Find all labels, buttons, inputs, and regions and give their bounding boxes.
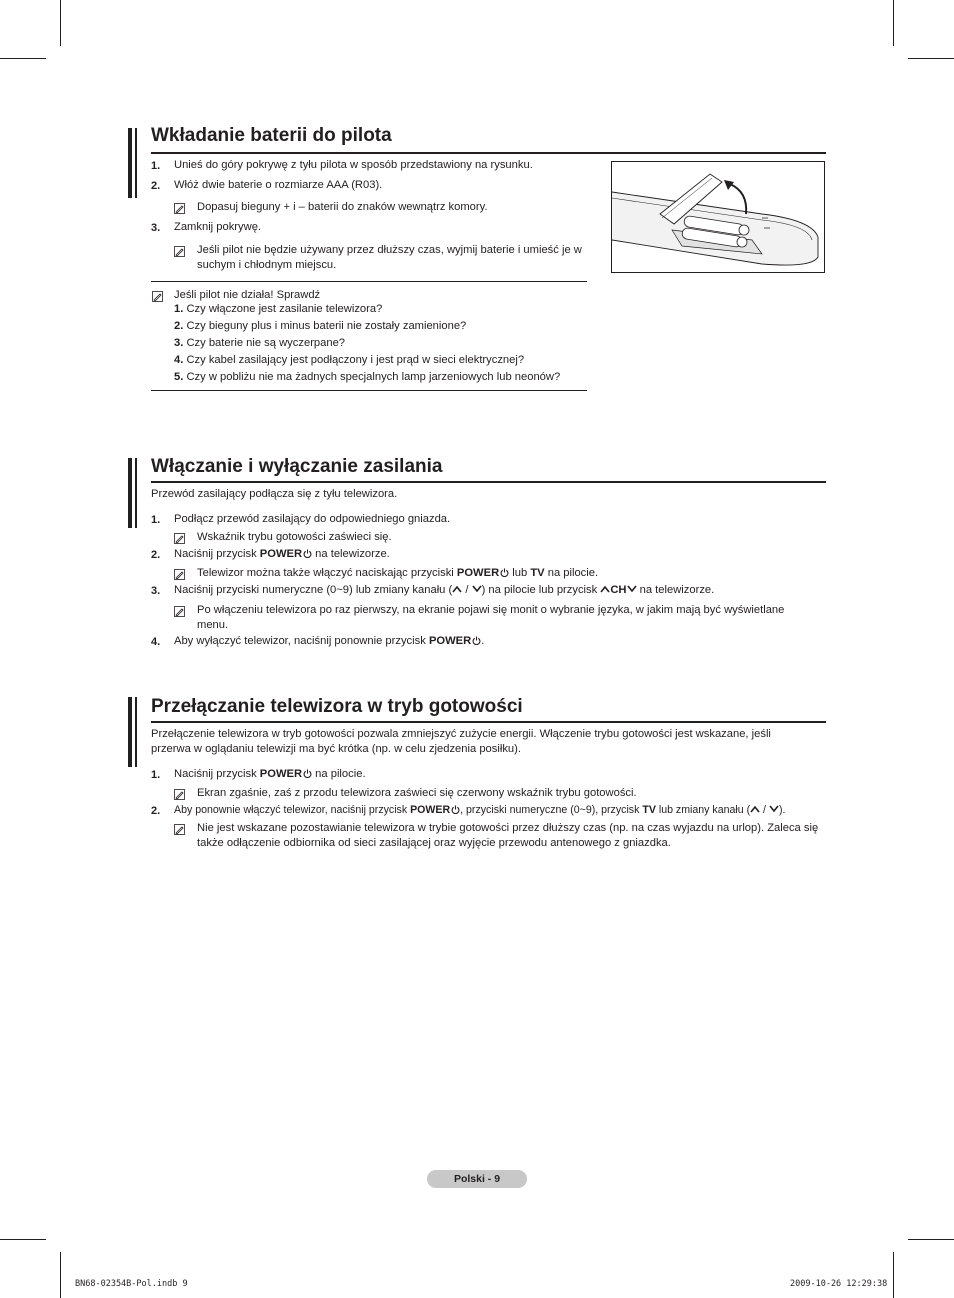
power-label: POWER xyxy=(456,567,500,579)
section-title: Włączanie i wyłączanie zasilania xyxy=(151,456,443,477)
step-text: Podłącz przewód zasilający do odpowiedniego gniazda. xyxy=(174,513,451,525)
section-marker xyxy=(135,128,137,198)
note-pencil-icon xyxy=(174,203,185,214)
text-fragment: ) na pilocie lub przycisk xyxy=(481,584,601,596)
section-marker xyxy=(128,458,132,528)
check-number: 1. xyxy=(174,303,184,315)
tv-label: TV xyxy=(530,567,545,579)
remote-drawing xyxy=(612,162,824,272)
text-fragment: ). xyxy=(778,804,786,816)
title-rule xyxy=(151,152,826,154)
box-rule xyxy=(151,281,587,282)
step-text xyxy=(174,634,484,649)
step-number: 1. xyxy=(151,514,161,526)
check-number: 4. xyxy=(174,354,184,366)
note-text xyxy=(197,566,598,581)
intro-text: Przełączenie telewizora w tryb gotowości pozwala zmniejszyć zużycie energii. Włączenie trybu gotowości jest wskazane, jeśli przerwa w oglądaniu telewizji ma być krótka (np. w celu zjedzenia posiłku). xyxy=(151,728,771,755)
chevron-down-icon xyxy=(627,585,637,593)
step-text xyxy=(174,767,366,782)
step-number: 2. xyxy=(151,805,161,817)
crop-mark xyxy=(0,58,46,59)
chevron-down-icon xyxy=(472,585,482,593)
chevron-up-icon xyxy=(750,805,760,813)
text-fragment: Telewizor można także włączyć naciskając przyciski xyxy=(197,567,457,579)
note-text: Dopasuj bieguny + i – baterii do znaków wewnątrz komory. xyxy=(197,201,488,213)
section-marker xyxy=(135,458,137,528)
text-fragment: lub xyxy=(509,567,531,579)
step-number: 1. xyxy=(151,769,161,781)
text-fragment: , przyciski numeryczne (0~9), przycisk xyxy=(460,804,643,816)
checklist-item xyxy=(174,370,560,385)
page-number-badge: Polski - 9 xyxy=(427,1170,527,1188)
checklist-item xyxy=(174,302,382,317)
power-label: POWER xyxy=(259,548,303,560)
text-fragment: / xyxy=(760,804,769,816)
note-pencil-icon xyxy=(174,569,185,580)
step-text xyxy=(174,583,714,598)
note-pencil-icon xyxy=(174,606,185,617)
power-label: POWER xyxy=(259,768,303,780)
text-fragment: na telewizorze. xyxy=(312,548,390,560)
step-number: 3. xyxy=(151,222,161,234)
note-pencil-icon xyxy=(174,824,185,835)
power-label: POWER xyxy=(428,635,472,647)
note-pencil-icon xyxy=(174,533,185,544)
crop-mark xyxy=(908,1239,954,1240)
print-slug-date: 2009-10-26 12:29:38 xyxy=(790,1279,888,1289)
checklist-item xyxy=(174,353,524,368)
step-text: Włóż dwie baterie o rozmiarze AAA (R03). xyxy=(174,179,383,191)
note-pencil-icon xyxy=(174,246,185,257)
crop-mark xyxy=(893,0,894,46)
checklist-item xyxy=(174,336,345,351)
check-text: Czy kabel zasilający jest podłączony i jest prąd w sieci elektrycznej? xyxy=(186,354,525,366)
remote-battery-illustration xyxy=(611,161,825,273)
section-marker xyxy=(135,697,137,767)
crop-mark xyxy=(60,0,61,46)
section-title: Przełączanie telewizora w tryb gotowości xyxy=(151,696,523,717)
title-rule xyxy=(151,721,826,723)
step-text: Zamknij pokrywę. xyxy=(174,221,262,233)
checklist-item xyxy=(174,319,466,334)
crop-mark xyxy=(0,1239,46,1240)
check-text: Czy baterie nie są wyczerpane? xyxy=(186,337,346,349)
check-text: Czy bieguny plus i minus baterii nie zostały zamienione? xyxy=(186,320,467,332)
chevron-up-icon xyxy=(600,585,610,593)
check-number: 5. xyxy=(174,371,184,383)
chevron-up-icon xyxy=(452,585,462,593)
step-number: 1. xyxy=(151,160,161,172)
power-icon xyxy=(500,568,509,577)
power-icon xyxy=(303,549,312,558)
note-text: Po włączeniu telewizora po raz pierwszy, na ekranie pojawi się monit o wybranie języka, w jakim mają być wyświetlane menu. xyxy=(197,604,785,631)
section-marker xyxy=(128,697,132,767)
note-pencil-icon xyxy=(152,291,163,302)
step-text: Unieś do góry pokrywę z tyłu pilota w sposób przedstawiony na rysunku. xyxy=(174,159,533,171)
section-title: Wkładanie baterii do pilota xyxy=(151,125,392,146)
crop-mark xyxy=(908,58,954,59)
print-slug-file: BN68-02354B-Pol.indb 9 xyxy=(75,1279,188,1289)
text-fragment: Aby ponownie włączyć telewizor, naciśnij przycisk xyxy=(174,804,411,816)
crop-mark xyxy=(60,1252,61,1298)
ch-label: CH xyxy=(610,584,627,596)
box-rule xyxy=(151,390,587,391)
text-fragment: na telewizorze. xyxy=(636,584,715,596)
text-fragment: Naciśnij przycisk xyxy=(174,548,260,560)
step-number: 3. xyxy=(151,585,161,597)
note-text: Jeśli pilot nie będzie używany przez dłuższy czas, wyjmij baterie i umieść je w suchym i chłodnym miejscu. xyxy=(197,244,582,271)
step-number: 2. xyxy=(151,180,161,192)
check-text: Czy włączone jest zasilanie telewizora? xyxy=(186,303,383,315)
step-text xyxy=(174,547,390,562)
note-text: Wskaźnik trybu gotowości zaświeci się. xyxy=(197,531,392,543)
intro-text: Przewód zasilający podłącza się z tyłu telewizora. xyxy=(151,488,398,500)
note-text: Ekran zgaśnie, zaś z przodu telewizora zaświeci się czerwony wskaźnik trybu gotowości. xyxy=(197,787,637,799)
text-fragment: / xyxy=(462,584,472,596)
section-marker xyxy=(128,128,132,198)
text-fragment: na pilocie. xyxy=(312,768,366,780)
text-fragment: Naciśnij przycisk xyxy=(174,768,260,780)
text-fragment: Naciśnij przyciski numeryczne (0~9) lub zmiany kanału ( xyxy=(174,584,453,596)
text-fragment: Aby wyłączyć telewizor, naciśnij ponownie przycisk xyxy=(174,635,429,647)
note-pencil-icon xyxy=(174,789,185,800)
power-icon xyxy=(303,769,312,778)
troubleshoot-intro: Jeśli pilot nie działa! Sprawdź xyxy=(174,289,321,301)
power-icon xyxy=(451,805,460,814)
check-number: 2. xyxy=(174,320,184,332)
check-text: Czy w pobliżu nie ma żadnych specjalnych lamp jarzeniowych lub neonów? xyxy=(186,371,561,383)
text-fragment: lub zmiany kanału ( xyxy=(655,804,751,816)
step-text xyxy=(174,803,785,818)
step-number: 2. xyxy=(151,549,161,561)
text-fragment: . xyxy=(481,635,485,647)
tv-label: TV xyxy=(642,804,656,816)
chevron-down-icon xyxy=(769,805,779,813)
power-icon xyxy=(472,636,481,645)
step-number: 4. xyxy=(151,636,161,648)
title-rule xyxy=(151,481,826,483)
text-fragment: na pilocie. xyxy=(544,567,599,579)
check-number: 3. xyxy=(174,337,184,349)
note-text: Nie jest wskazane pozostawianie telewizora w trybie gotowości przez dłuższy czas (np. na czas wyjazdu na urlop). Zaleca się także odłączenie odbiornika od sieci zasilającej oraz wyjęcie przewodu antenowego z gniazdka. xyxy=(197,822,819,849)
crop-mark xyxy=(893,1252,894,1298)
power-label: POWER xyxy=(410,804,451,816)
